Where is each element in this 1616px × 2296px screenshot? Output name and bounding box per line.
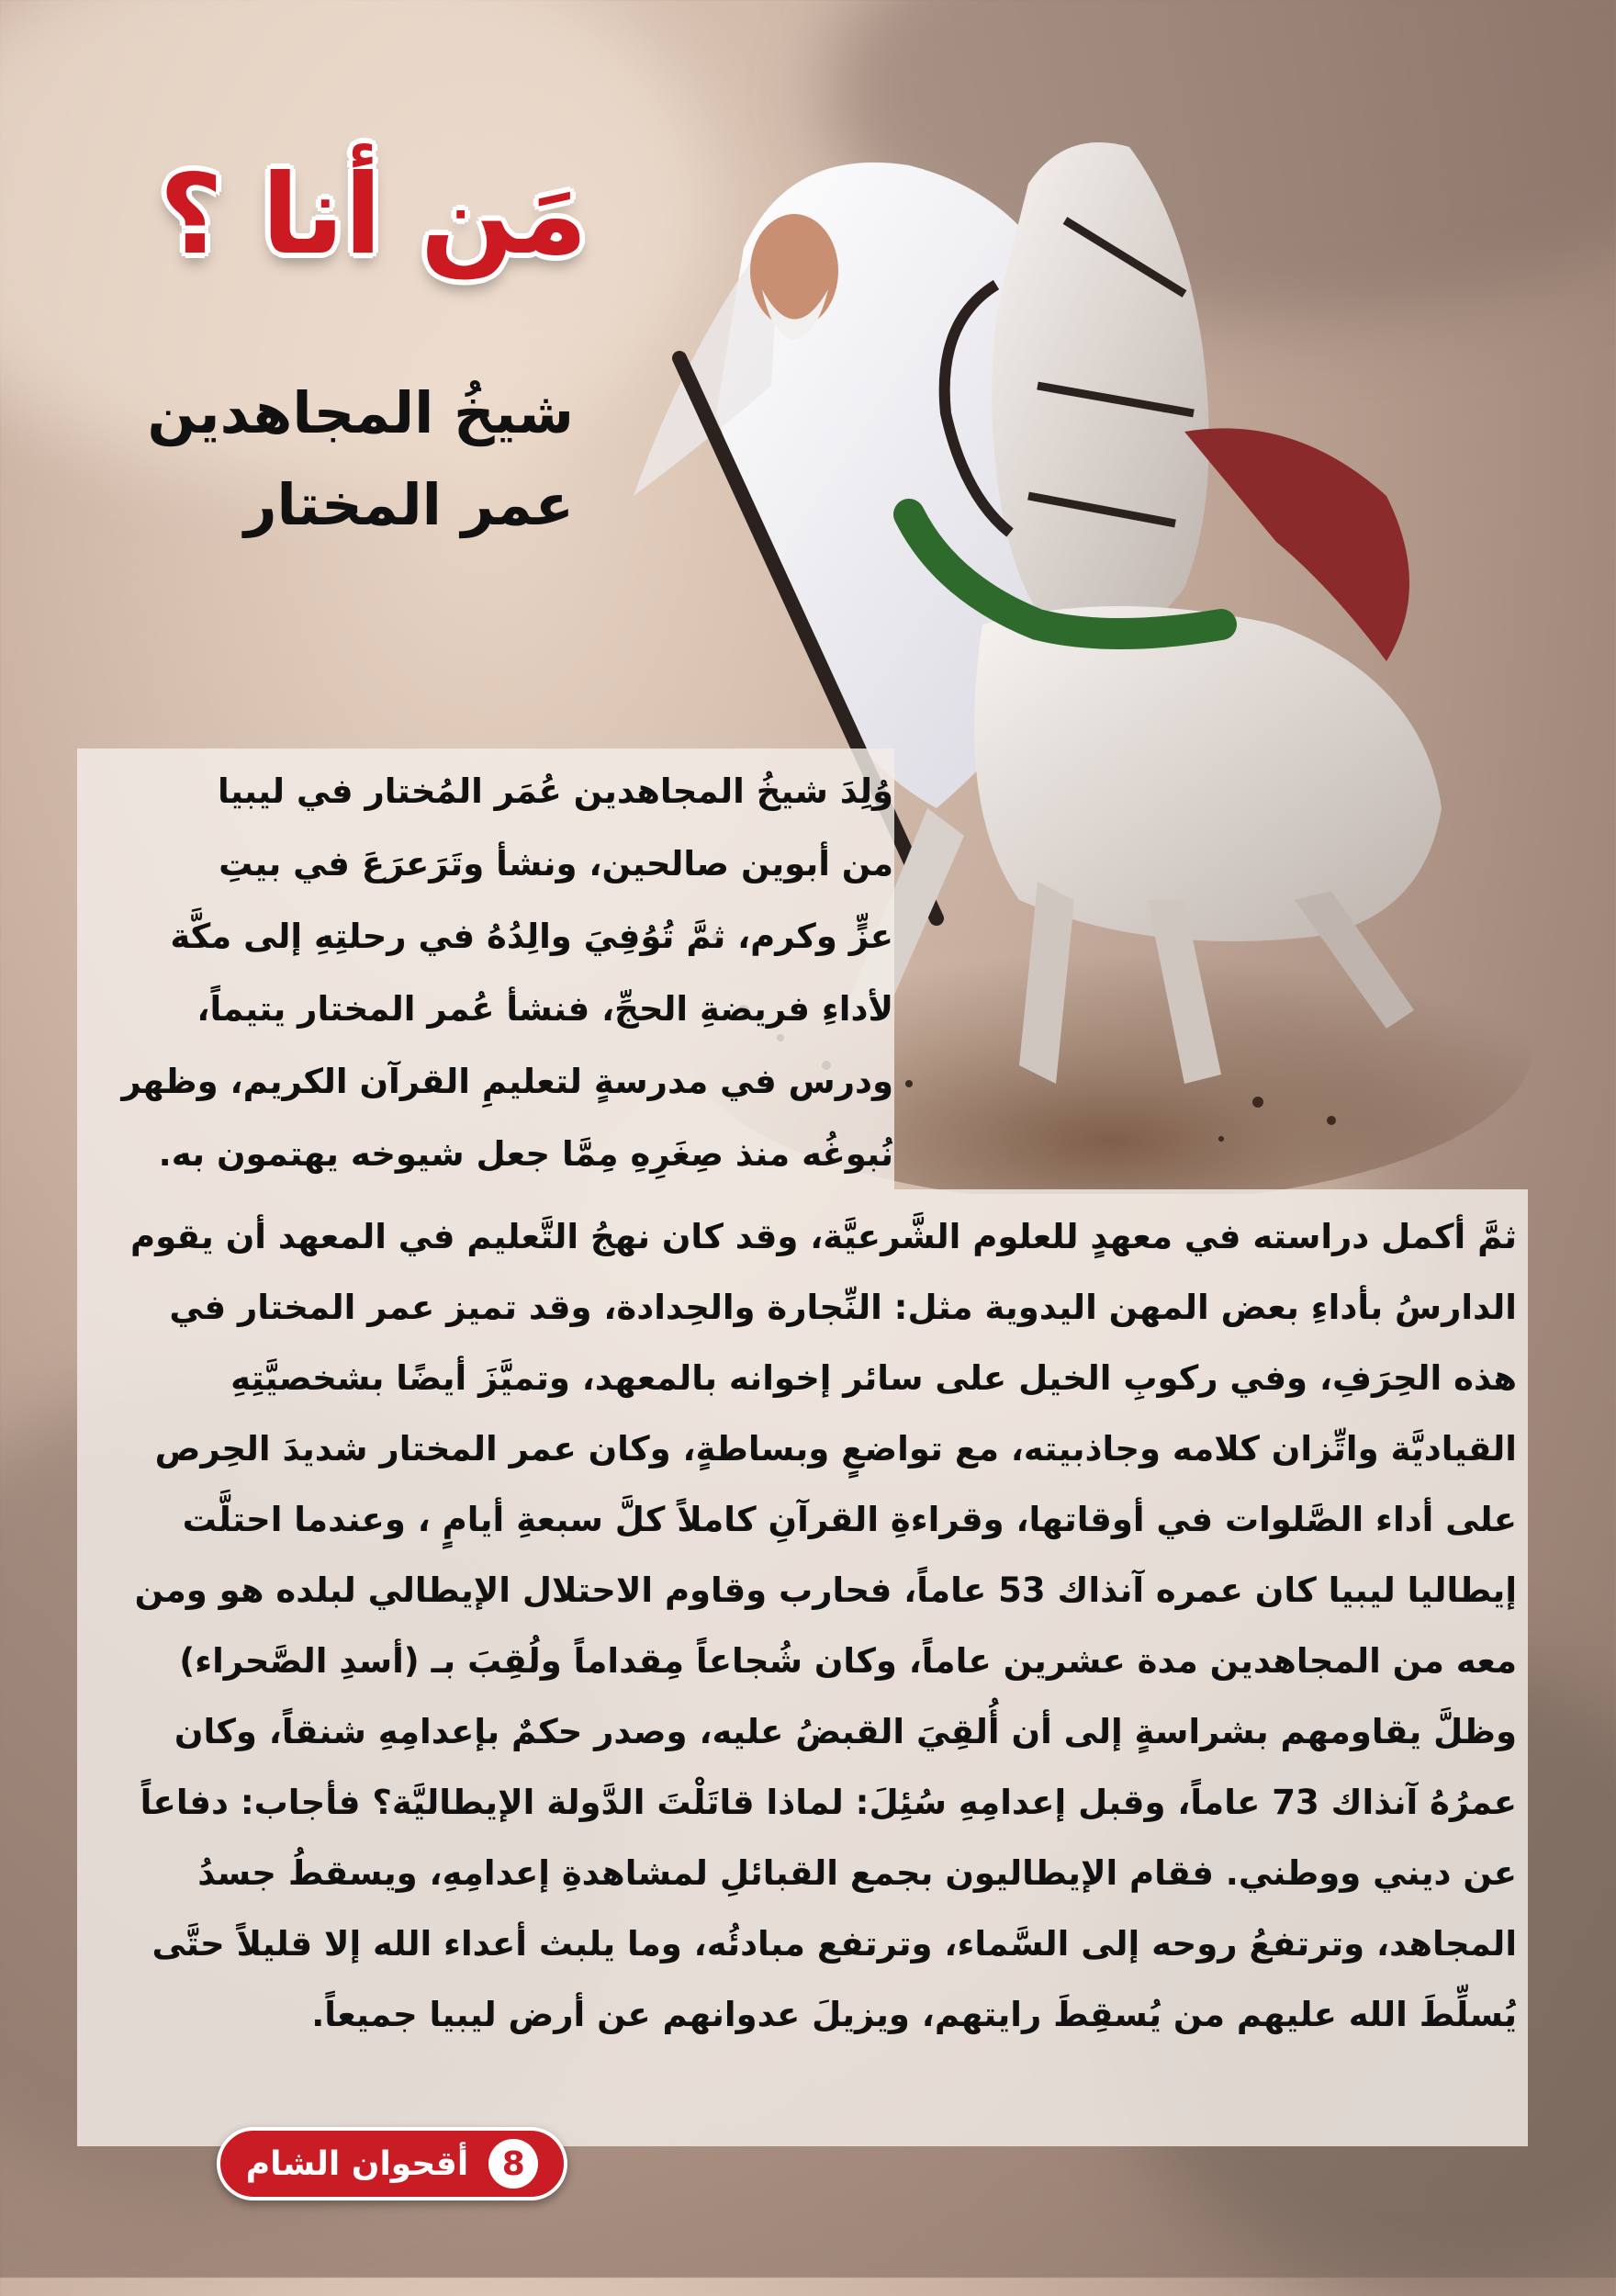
text-line: الدارسُ بأداءِ بعض المهن اليدوية مثل: النِّجارة والحِدادة، وقد تميز عمر المختار في: [169, 1288, 1517, 1327]
text-line: نُبوغُه منذ صِغَرِهِ مِمَّا جعل شيوخه يهتمون به.: [158, 1134, 893, 1174]
intro-paragraph: [95, 755, 893, 1190]
text-line: عمرُهُ آنذاك 73 عاماً، وقبل إعدامِهِ سُئِلَ: لماذا قاتَلْتَ الدَّولة الإيطاليَّة؟ فأجاب: دفاعاً: [140, 1783, 1517, 1822]
subtitle-line: عمر المختار: [243, 471, 574, 538]
footer-badge: [217, 2127, 567, 2200]
text-line: يُسلِّطَ الله عليهم من يُسقِطَ رايتهم، ويزيلَ عدوانهم عن أرض ليبيا جميعاً.: [311, 1995, 1517, 2034]
page-number: 8: [488, 2139, 538, 2189]
text-line: معه من المجاهدين مدة عشرين عاماً، وكان شُجاعاً مِقداماً ولُقِبَ بـ (أسدِ الصَّحراء): [179, 1641, 1517, 1681]
text-line: على أداء الصَّلوات في أوقاتها، وقراءةِ القرآنِ كاملاً كلَّ سبعةِ أيامٍ ، وعندما احتلَّت: [182, 1500, 1517, 1539]
subtitle: [148, 367, 575, 551]
text-line: المجاهد، وترتفعُ روحه إلى السَّماء، وترتفع مبادئُه، وما يلبث أعداء الله إلا قليلاً حتَّى: [152, 1924, 1517, 1964]
text-line: القياديَّة واتِّزان كلامه وجاذبيته، مع تواضعٍ وبساطةٍ، وكان عمر المختار شديدَ الحِرص: [154, 1429, 1517, 1469]
text-line: إيطاليا ليبيا كان عمره آنذاك 53 عاماً، فحارب وقاوم الاحتلال الإيطالي لبلده هو ومن: [134, 1570, 1517, 1610]
magazine-name: أقحوان الشام: [245, 2144, 469, 2183]
text-line: ودرس في مدرسةٍ لتعليمِ القرآن الكريم، وظهر: [121, 1062, 893, 1101]
body-paragraph: [84, 1201, 1517, 2050]
text-line: ثمَّ أكمل دراسته في معهدٍ للعلوم الشَّرعيَّة، وقد كان نهجُ التَّعليم في المعهد أن يقوم: [129, 1217, 1517, 1256]
text-line: وظلَّ يقاومهم بشراسةٍ إلى أن أُلقِيَ القبضُ عليه، وصدر حكمٌ بإعدامِهِ شنقاً، وكان: [174, 1712, 1517, 1751]
page-title: مَن أنا ؟: [159, 152, 588, 279]
text-line: وُلِدَ شيخُ المجاهدين عُمَر المُختار في ليبيا: [217, 771, 893, 811]
text-line: هذه الحِرَفِ، وفي ركوبِ الخيل على سائر إخوانه بالمعهد، وتميَّزَ أيضًا بشخصيَّتِهِ: [230, 1358, 1517, 1398]
subtitle-line: شيخُ المجاهدين: [147, 379, 574, 446]
text-line: عن ديني ووطني. فقام الإيطاليون بجمع القبائلِ لمشاهدةِ إعدامِهِ، ويسقطُ جسدُ: [197, 1853, 1517, 1893]
text-line: لأداءِ فريضةِ الحجِّ، فنشأ عُمر المختار يتيماً،: [196, 989, 893, 1029]
text-line: عزٍّ وكرم، ثمَّ تُوُفِيَ والِدُهُ في رحلتِهِ إلى مكَّة: [170, 917, 893, 956]
text-line: من أبوين صالحين، ونشأ وتَرَعرَعَ في بيتِ: [219, 844, 893, 884]
